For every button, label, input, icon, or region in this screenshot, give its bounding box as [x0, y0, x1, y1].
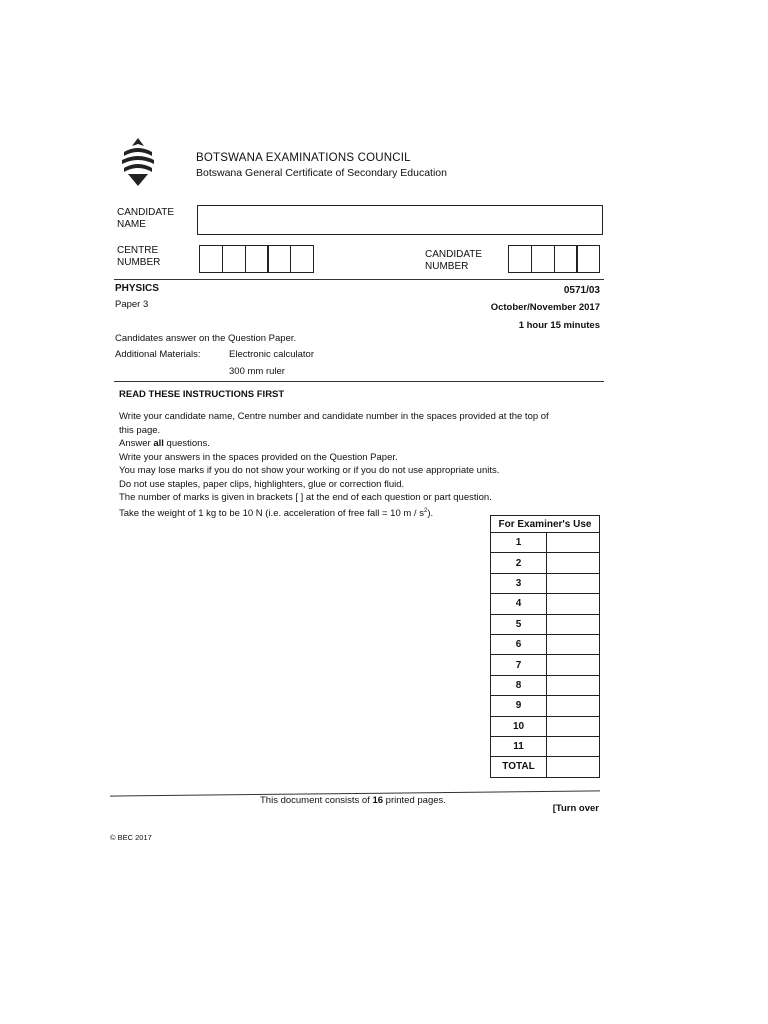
- council-name: BOTSWANA EXAMINATIONS COUNCIL: [196, 152, 411, 164]
- candidate-name-label: CANDIDATE NAME: [117, 207, 175, 230]
- candidate-number-cell[interactable]: [554, 245, 578, 273]
- bec-logo-icon: [118, 136, 158, 188]
- mark-cell[interactable]: [547, 573, 600, 593]
- question-number: 6: [491, 634, 547, 654]
- question-number: 8: [491, 675, 547, 695]
- table-row: [491, 736, 600, 756]
- table-row: [491, 716, 600, 736]
- question-number: 4: [491, 594, 547, 614]
- candidate-number-cell[interactable]: [576, 245, 600, 273]
- instructions-list: [119, 410, 599, 520]
- centre-number-cell[interactable]: [199, 245, 223, 273]
- mark-cell[interactable]: [547, 696, 600, 716]
- centre-number-cell[interactable]: [267, 245, 291, 273]
- candidate-number-field[interactable]: [508, 245, 600, 273]
- mark-cell[interactable]: [547, 716, 600, 736]
- material-calculator: Electronic calculator: [229, 349, 315, 360]
- instruction-line: this page.: [119, 424, 161, 436]
- candidate-number-cell[interactable]: [508, 245, 532, 273]
- centre-number-field[interactable]: [199, 245, 314, 273]
- paper-code: 0571/03: [563, 285, 600, 296]
- mark-cell[interactable]: [547, 675, 600, 695]
- instruction-line: Take the weight of 1 kg to be 10 N (i.e. acceleration of free fall = 10 m / $s^2$).: [119, 507, 434, 519]
- candidate-number-cell[interactable]: [531, 245, 555, 273]
- question-number: 2: [491, 553, 547, 573]
- question-number: 11: [491, 736, 547, 756]
- table-row: [491, 594, 600, 614]
- centre-number-cell[interactable]: [222, 245, 246, 273]
- table-row: [491, 533, 600, 553]
- table-row: [491, 655, 600, 675]
- instruction-line: Answer all questions.: [119, 438, 210, 449]
- table-row: [491, 675, 600, 695]
- candidate-number-label: CANDIDATE NUMBER: [425, 249, 483, 272]
- table-row: [491, 696, 600, 716]
- total-label: TOTAL: [491, 757, 547, 777]
- question-number: 1: [491, 533, 547, 553]
- mark-cell[interactable]: [547, 736, 600, 756]
- instruction-line: Do not use staples, paper clips, highlighters, glue or correction fluid.: [119, 478, 405, 490]
- exam-session: October/November 2017: [490, 302, 600, 313]
- instruction-line: Write your candidate name, Centre number and candidate number in the spaces provided at the top of: [119, 411, 549, 422]
- mark-cell[interactable]: [547, 553, 600, 573]
- table-row: [491, 573, 600, 593]
- question-number: 10: [491, 716, 547, 736]
- mark-cell[interactable]: [547, 634, 600, 654]
- material-ruler: 300 mm ruler: [229, 366, 285, 377]
- answer-note: Candidates answer on the Question Paper.: [115, 333, 297, 344]
- centre-number-cell[interactable]: [290, 245, 314, 273]
- table-row: [491, 614, 600, 634]
- copyright: © BEC 2017: [110, 833, 152, 842]
- centre-number-label: CENTRE NUMBER: [117, 245, 161, 268]
- total-row: [491, 757, 600, 777]
- subject: PHYSICS: [115, 283, 159, 294]
- duration: 1 hour 15 minutes: [518, 320, 600, 331]
- mark-cell[interactable]: [547, 614, 600, 634]
- candidate-name-field[interactable]: [197, 205, 603, 235]
- question-number: 7: [491, 655, 547, 675]
- materials-label: Additional Materials:: [115, 349, 201, 360]
- question-number: 9: [491, 696, 547, 716]
- question-number: 3: [491, 573, 547, 593]
- divider: [114, 381, 604, 382]
- turn-over: [Turn over: [552, 803, 599, 814]
- mark-cell[interactable]: [547, 594, 600, 614]
- examiners-use-heading: For Examiner's Use: [491, 516, 600, 533]
- instruction-line: You may lose marks if you do not show your working or if you do not use appropriate units.: [119, 465, 500, 476]
- instruction-line: Write your answers in the spaces provided on the Question Paper.: [119, 451, 398, 463]
- centre-number-cell[interactable]: [245, 245, 269, 273]
- certificate-name: Botswana General Certificate of Secondary Education: [196, 167, 447, 179]
- examiners-use-table: [490, 515, 600, 778]
- divider: [114, 279, 604, 280]
- total-mark-cell[interactable]: [547, 757, 600, 777]
- mark-cell[interactable]: [547, 655, 600, 675]
- instructions-heading: READ THESE INSTRUCTIONS FIRST: [119, 389, 285, 400]
- table-row: [491, 553, 600, 573]
- mark-cell[interactable]: [547, 533, 600, 553]
- page-count: This document consists of 16 printed pages.: [260, 795, 446, 806]
- question-number: 5: [491, 614, 547, 634]
- paper-number: Paper 3: [115, 299, 149, 310]
- instruction-line: The number of marks is given in brackets [ ] at the end of each question or part question.: [119, 492, 492, 503]
- table-row: [491, 634, 600, 654]
